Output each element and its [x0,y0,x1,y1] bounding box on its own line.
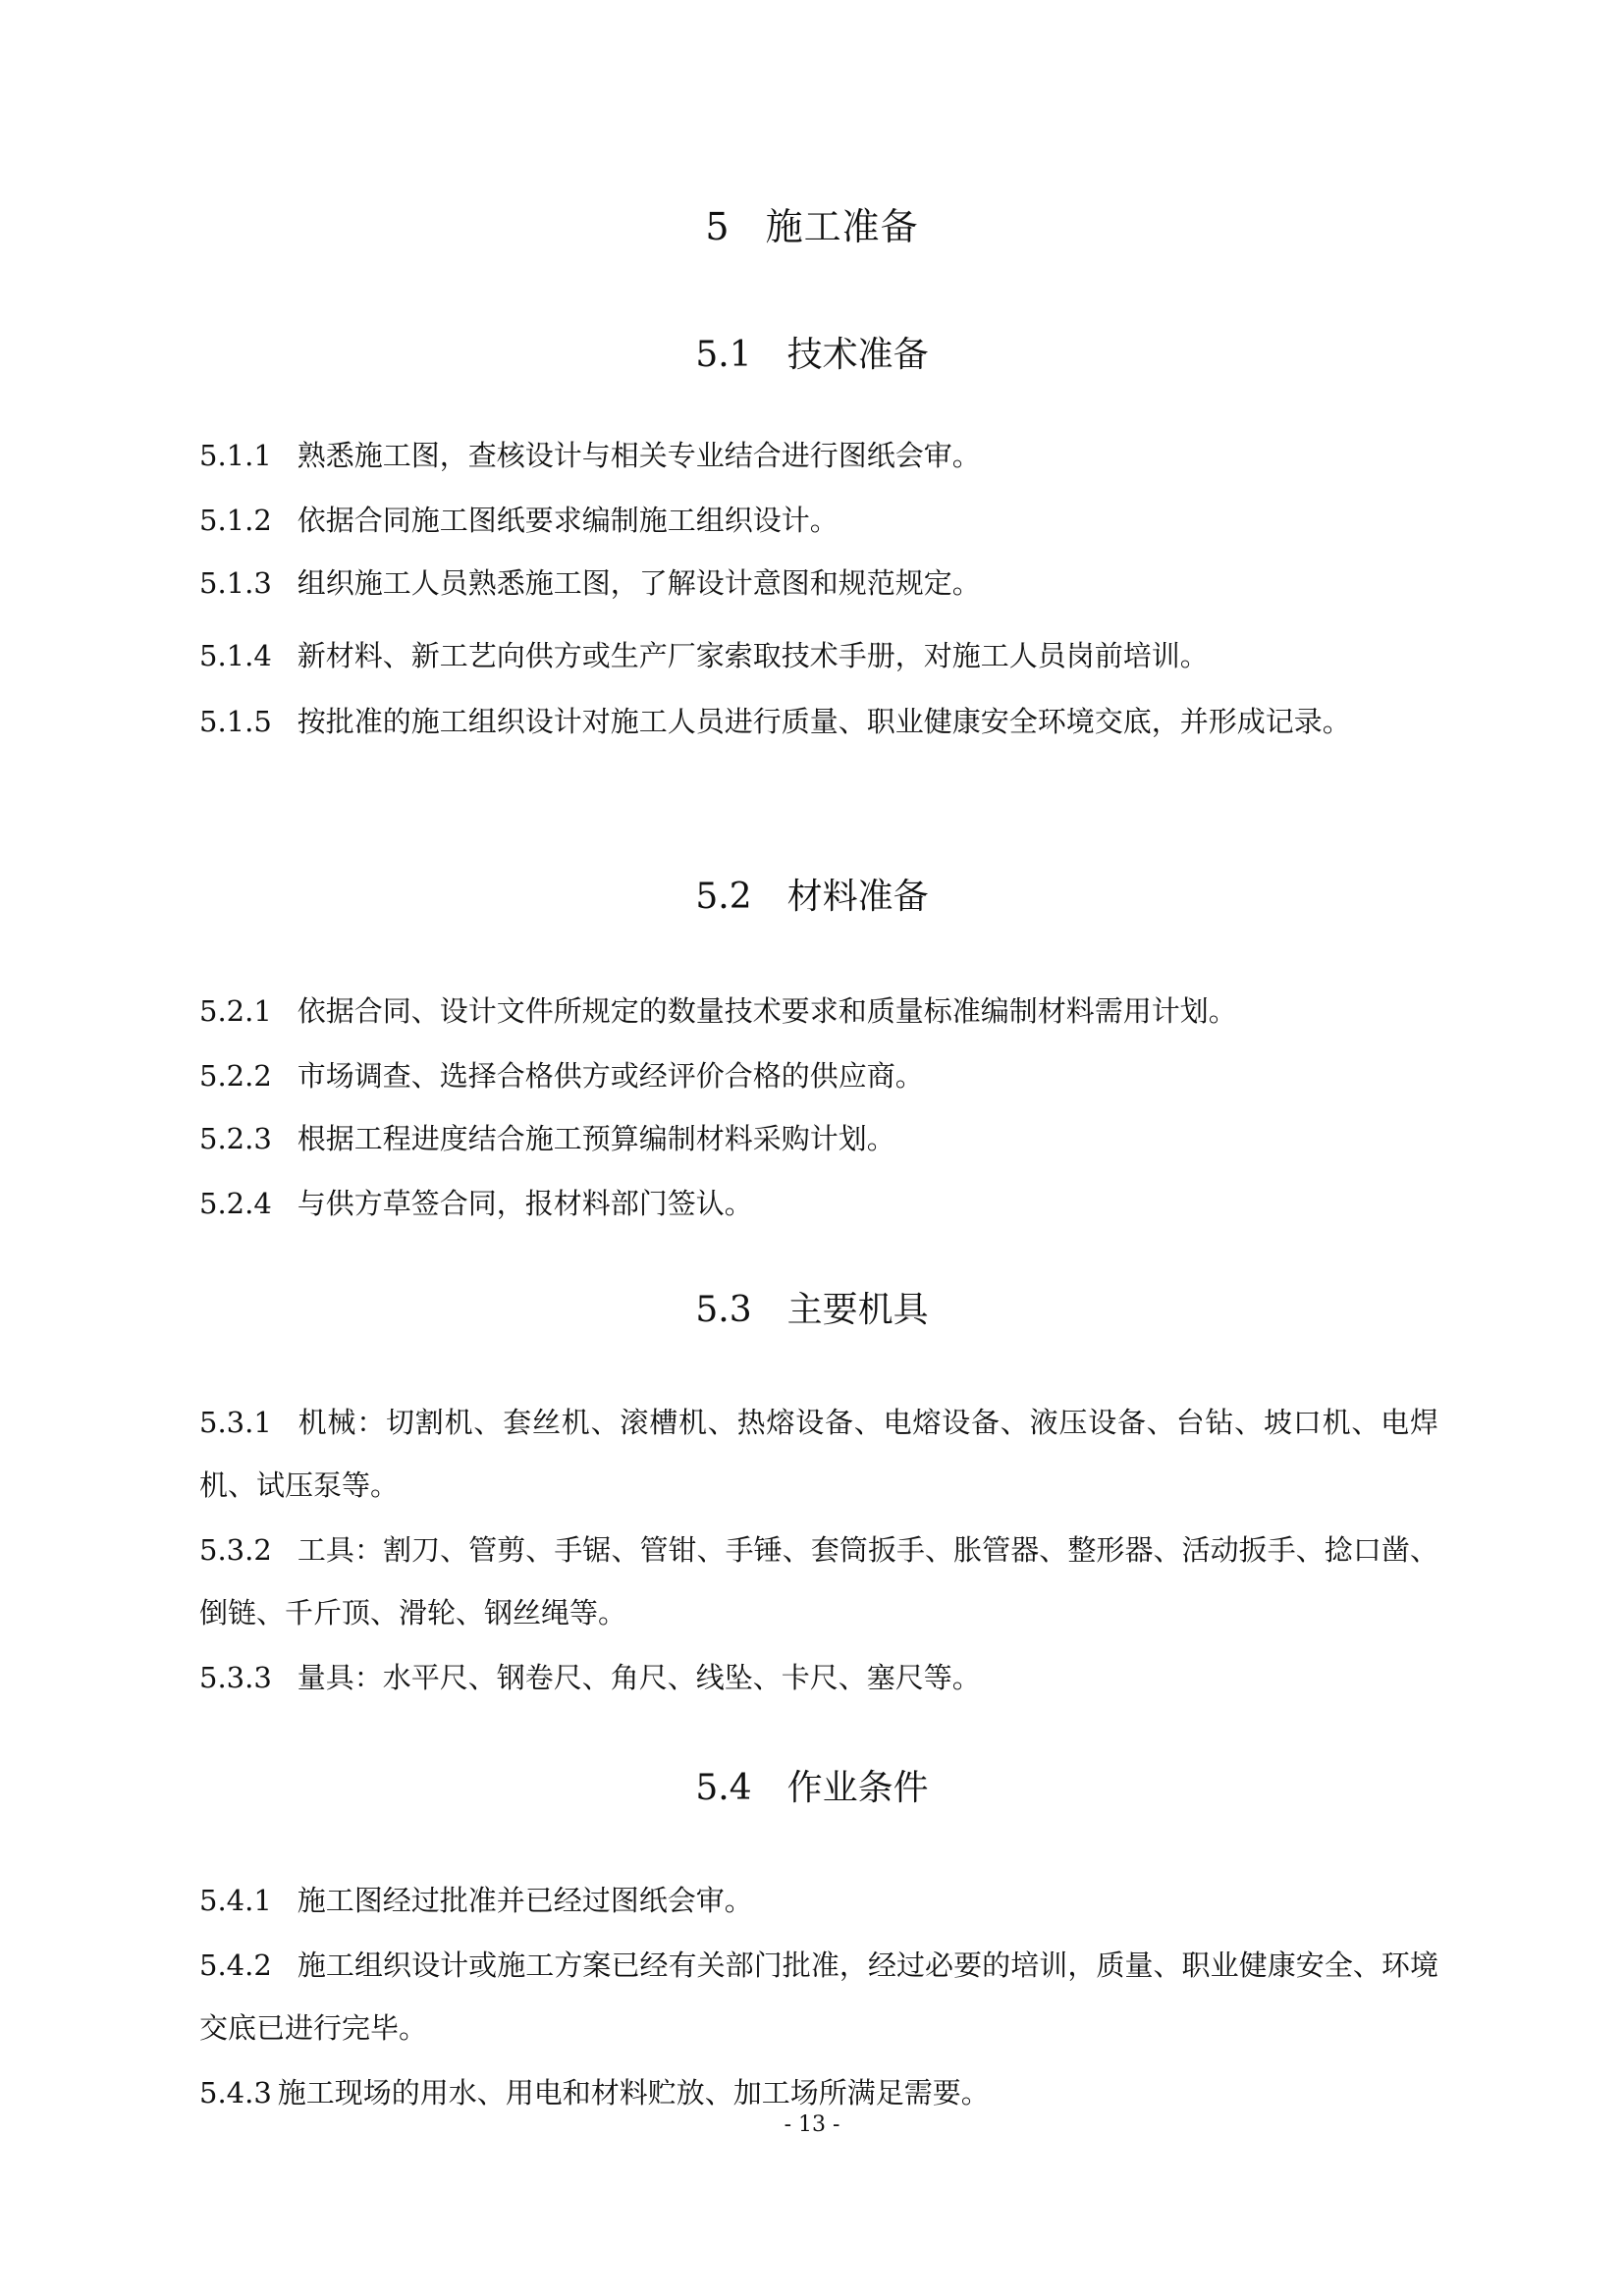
clause-text: 根据工程进度结合施工预算编制材料采购计划。 [297,1122,895,1155]
clause-paragraph [199,1519,1438,1644]
clause-text: 施工现场的用水、用电和材料贮放、加工场所满足需要。 [277,2076,990,2109]
clause-number: 5.3.2 [199,1533,272,1567]
clause-text: 按批准的施工组织设计对施工人员进行质量、职业健康安全环境交底，并形成记录。 [297,705,1351,738]
section-title [0,1764,1624,1813]
clause-text: 新材料、新工艺向供方或生产厂家索取技术手册，对施工人员岗前培训。 [297,639,1209,672]
section-number: 5.3 [695,1290,752,1330]
clause-number: 5.2.1 [199,994,272,1028]
clause-number: 5.2.2 [199,1059,272,1093]
clause-paragraph [199,1044,1438,1107]
clause-number: 5.1.3 [199,566,272,600]
clause-text: 依据合同施工图纸要求编制施工组织设计。 [297,504,839,537]
clause-paragraph [199,489,1438,552]
chapter-title-text: 施工准备 [765,205,919,248]
clause-paragraph [199,1107,1438,1170]
clause-text: 施工图经过批准并已经过图纸会审。 [297,1884,753,1917]
clause-paragraph [199,624,1438,687]
section-title-text: 技术准备 [786,335,929,375]
clause-paragraph [199,552,1438,614]
chapter-title [0,201,1624,252]
clause-number: 5.2.3 [199,1122,272,1155]
chapter-number: 5 [705,205,731,248]
clause-text: 与供方草签合同，报材料部门签认。 [297,1187,753,1220]
clause-number: 5.4.2 [199,1949,272,1982]
section-title [0,1286,1624,1335]
section-title-text: 材料准备 [786,877,929,917]
clause-number: 5.1.2 [199,504,272,537]
clause-text: 市场调查、选择合格供方或经评价合格的供应商。 [297,1059,924,1093]
clause-paragraph [199,1646,1438,1709]
section-number: 5.4 [695,1768,752,1808]
section-number: 5.2 [695,877,752,917]
clause-paragraph [199,424,1438,487]
clause-text: 机械：切割机、套丝机、滚槽机、热熔设备、电熔设备、液压设备、台钻、坡口机、电焊机、试压泵等。 [199,1406,1438,1502]
clause-paragraph [199,1934,1438,2059]
clause-number: 5.1.1 [199,439,272,472]
clause-number: 5.4.1 [199,1884,272,1917]
clause-text: 熟悉施工图，查核设计与相关专业结合进行图纸会审。 [297,439,981,472]
clause-paragraph [199,1869,1438,1932]
clause-number: 5.4.3 [199,2076,272,2109]
section-title-text: 主要机具 [786,1290,929,1330]
clause-number: 5.2.4 [199,1187,272,1220]
clause-number: 5.1.4 [199,639,272,672]
clause-number: 5.1.5 [199,705,272,738]
section-title [0,873,1624,922]
section-title [0,331,1624,380]
clause-text: 施工组织设计或施工方案已经有关部门批准，经过必要的培训，质量、职业健康安全、环境交底已进行完毕。 [199,1949,1438,2045]
clause-text: 工具：割刀、管剪、手锯、管钳、手锤、套筒扳手、胀管器、整形器、活动扳手、捻口凿、倒链、千斤顶、滑轮、钢丝绳等。 [199,1533,1438,1629]
clause-paragraph [199,1172,1438,1235]
clause-text: 组织施工人员熟悉施工图，了解设计意图和规范规定。 [297,566,981,600]
clause-number: 5.3.3 [199,1661,272,1694]
clause-text: 量具：水平尺、钢卷尺、角尺、线坠、卡尺、塞尺等。 [297,1661,981,1694]
clause-text: 依据合同、设计文件所规定的数量技术要求和质量标准编制材料需用计划。 [297,994,1237,1028]
clause-paragraph [199,1391,1438,1517]
clause-paragraph [199,690,1438,753]
clause-number: 5.3.1 [199,1406,272,1439]
section-number: 5.1 [695,335,752,375]
page-number: - 13 - [784,2112,840,2137]
clause-paragraph [199,980,1438,1042]
section-title-text: 作业条件 [786,1768,929,1808]
